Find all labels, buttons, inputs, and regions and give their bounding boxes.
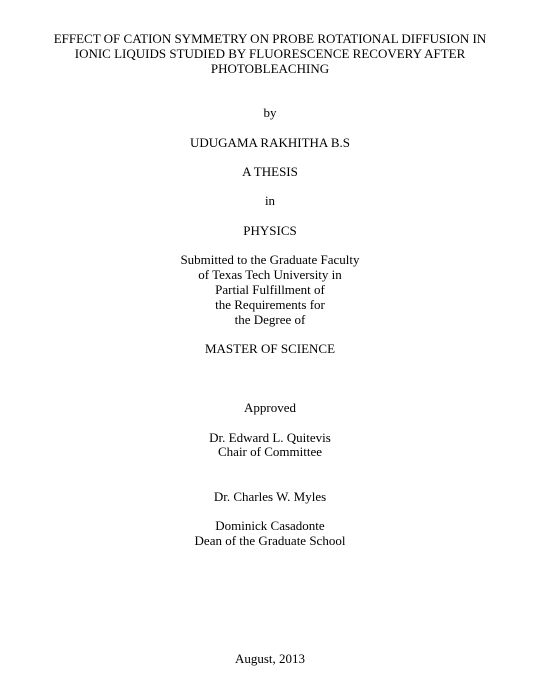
degree-name: MASTER OF SCIENCE (204, 341, 336, 356)
title-line-2: IONIC LIQUIDS STUDIED BY FLUORESCENCE RECOVERY AFTER (74, 46, 466, 61)
in-label: in (264, 193, 276, 208)
title-line-1: EFFECT OF CATION SYMMETRY ON PROBE ROTATIONAL DIFFUSION IN (53, 31, 487, 46)
author-name: UDUGAMA RAKHITHA B.S (190, 135, 350, 150)
submission-line-5: the Degree of (234, 312, 306, 327)
committee-chair-name: Dr. Edward L. Quitevis (209, 430, 331, 445)
field-name: PHYSICS (243, 223, 297, 238)
dean-name: Dominick Casadonte (215, 518, 325, 533)
thesis-type: A THESIS (242, 164, 298, 179)
submission-line-1: Submitted to the Graduate Faculty (180, 252, 360, 267)
dean-role: Dean of the Graduate School (194, 533, 346, 548)
submission-line-3: Partial Fulfillment of (215, 282, 325, 297)
submission-line-4: the Requirements for (215, 297, 325, 312)
title-line-3: PHOTOBLEACHING (210, 61, 330, 76)
committee-member-name: Dr. Charles W. Myles (213, 489, 327, 504)
submission-date: August, 2013 (234, 651, 306, 666)
committee-chair-role: Chair of Committee (218, 444, 322, 459)
by-label: by (263, 105, 277, 120)
approved-label: Approved (244, 400, 296, 415)
submission-line-2: of Texas Tech University in (198, 267, 342, 282)
